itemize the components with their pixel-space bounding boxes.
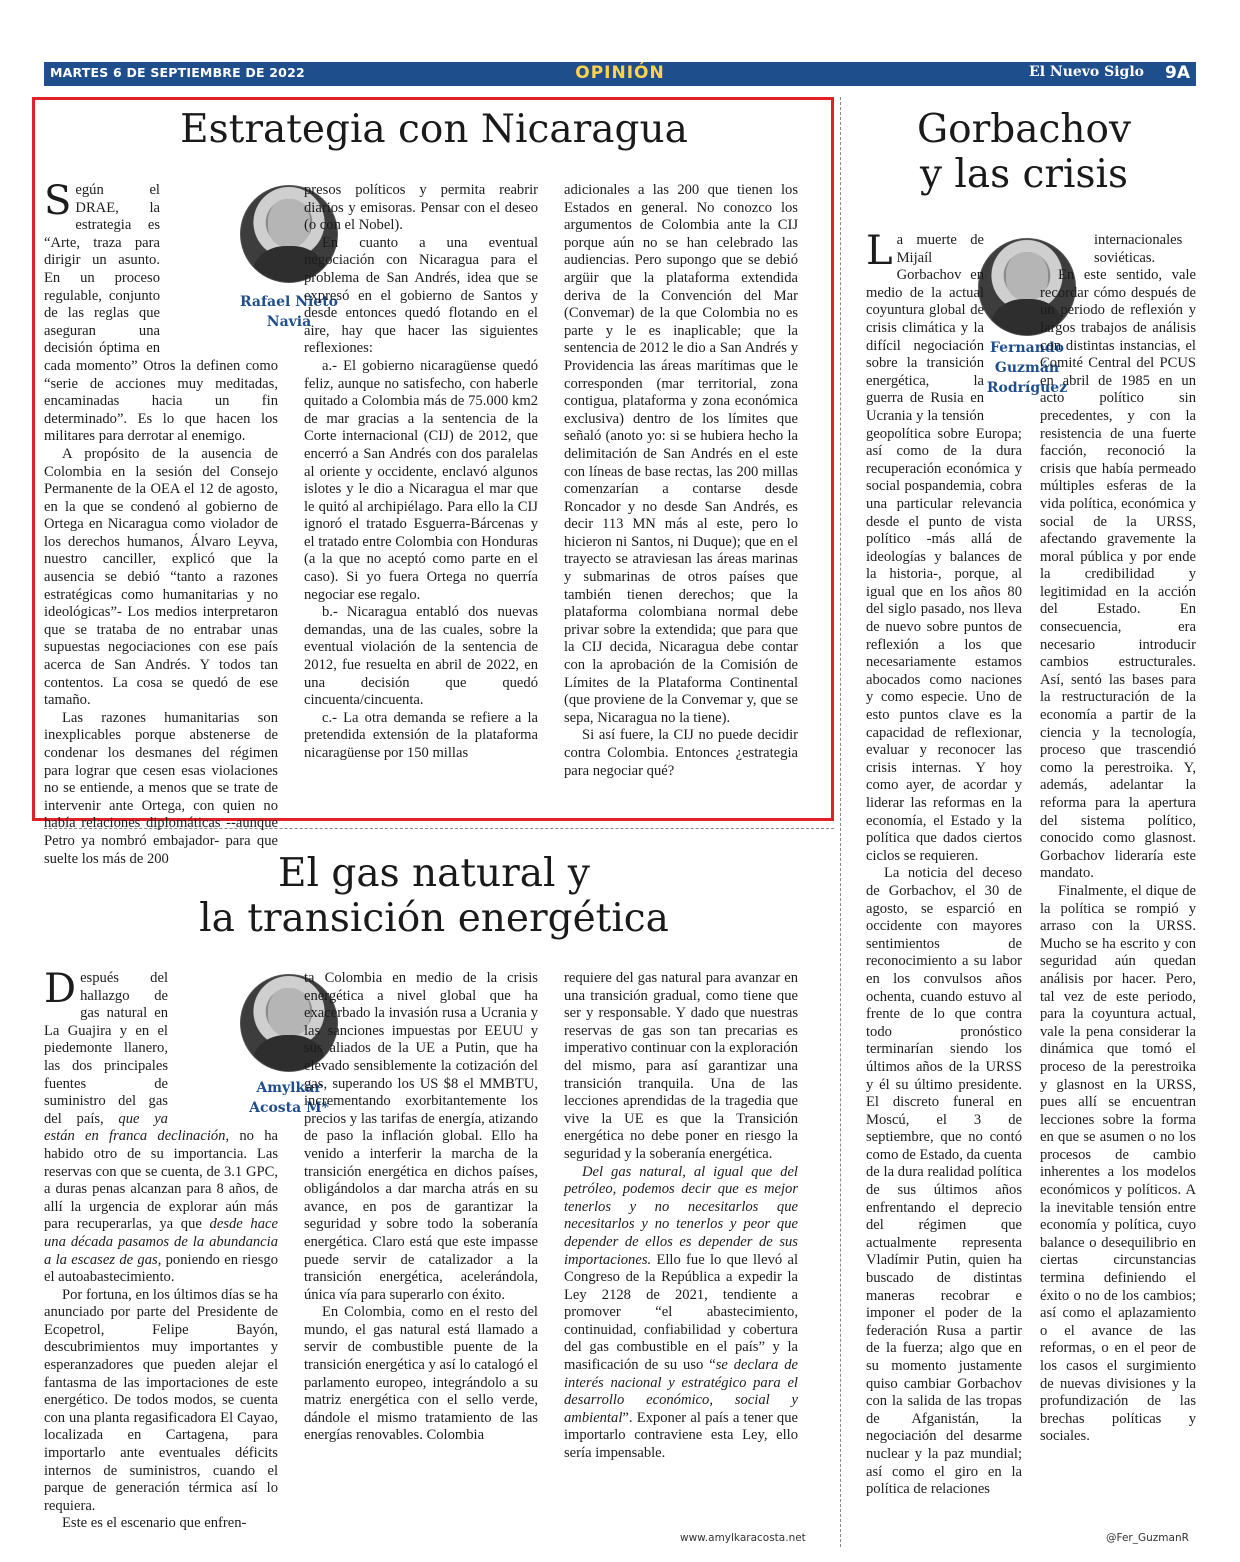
article1-col3-p2: Si así fuere, la CIJ no puede decidir contra Colombia. Entonces ¿estrategia para negociar qué? (564, 727, 798, 779)
article1-author-line1: Rafael Nieto (239, 294, 339, 310)
article2-col2-p3: Finalmente, el dique de la política se rompió y arraso con la URSS. Mucho se ha escrito y con seguridad aún quedan análisis por hacer. Pero, tal vez de este periodo, para la coyuntura actual, vale la pena considerar la dinámica que tomó el proceso de la perestroika y glasnost en la URSS, pues allí se encuentran lecciones sobre la forma en que se asumen o no los procesos de cambio inherentes a los modelos económicos y políticos. A la inevitable tensión entre economía y política, cuyo balance o desequilibrio en ciertas circunstancias termina definiendo el éxito o no de los cambios; así como el aplazamiento o el avance de las reformas, o en el peor de los casos el surgimiento de nuevas divisiones y la profundización de las brechas políticas y sociales. (1040, 882, 1196, 1445)
article3-author-line2: Acosta M* (249, 1100, 329, 1116)
article3-col1-p2: Por fortuna, en los últimos días se ha anunciado por parte del Presidente de Ecopetrol, Felipe Bayón, descubrimientos muy importantes y esperanzadores que pueden alejar el fantasma de las importaciones de este energético. De todos modos, se cuenta con una planta regasificadora El Cayao, localizada en Cartagena, para importarlo ante eventuales déficits internos de suministros, cuando el parque de generación térmica así lo requiera. (44, 1286, 278, 1514)
article3-col1-p1d: desde hace una década pasamos de la abundancia a la escasez de gas (44, 1216, 278, 1268)
article2-dropcap: L (866, 228, 893, 274)
article3-col1-p3: Este es el escenario que enfren- (62, 1515, 247, 1532)
article3-title-line1: El gas natural y (278, 851, 590, 896)
article2-col2-p2: En este sentido, vale recordar cómo después de un periodo de reflexión y largos trabajos de análisis con distintas instancias, el Comité Central del PCUS en abril de 1985 en un acto político sin precedentes, y con la resistencia de una fuerte facción, reconoció la crisis que había permeado múltiples esferas de la vida política, económica y social de la URSS, afectando gravemente la moral pública y por ende la credibilidad y legitimidad en la acción del Estado. En consecuencia, era necesario introducir cambios estructurales. Así, sentó las bases para la restructuración de la economía a partir de la ciencia y la tecnología, proceso que trascendió como la perestroika. Y, además, adelantar la reforma para la apertura del sistema político, conocido como glasnost. Gorbachov lideraría este mandato. (1040, 267, 1196, 882)
article2-author-line3: Rodríguez (986, 380, 1068, 396)
article1-col3-p1: adicionales a las 200 que tienen los Estados en general. No conozco los argumentos de Colombia ante la CIJ porque aún no se han celebrado las audiencias. Pero supongo que se debió argüir que la plataforma extendida deriva de la Convención del Mar (Convemar) de la que Colombia no es parte y le es inaplicable; que la sentencia de 2012 le dio a San Andrés y Providencia las áreas marítimas que le corresponden (mar territorial, zona contigua, plataforma y zona económica exclusiva) dentro de los límites que señaló (anoto yo: si se hubiera hecho la delimitación de San Andrés en el este con líneas de base rectas, las 200 millas comenzarían a contarse desde Roncador y no desde San Andrés, es decir 113 MN más al este, pero lo hicieron ni Santos, ni Duque); que en el trayecto se atraviesan las áreas marinas y submarinas de otros países que también tienen derechos; que la plataforma colombiana normal debe privar sobre la extendida; que para que la CIJ decida, Nicaragua debe contar con la aprobación de la Comisión de Límites de la Plataforma Continental (que proviene de la Convemar y, que se sepa, Nicaragua no la tiene). (564, 182, 798, 726)
article1-col2-p5: c.- La otra demanda se refiere a la pretendida extensión de la plataforma nicaragüense por 150 millas (304, 709, 538, 761)
article3-col2-p2: En Colombia, como en el resto del mundo, el gas natural está llamado a servir de combustible puente de la transición energética y así lo catalogó el parlamento europeo, integrándolo a su matriz energética con el sello verde, dándole el mismo tratamiento de las energías renovables. Colombia (304, 1304, 538, 1444)
header-brand: El Nuevo Siglo (1029, 64, 1144, 80)
article3-dropcap: D (44, 966, 77, 1012)
article3-col2-float (248, 970, 296, 1140)
article2-handle: @Fer_GuzmanR (1106, 1532, 1189, 1544)
article3-col1-p1b: que ya están en franca declinación (44, 1110, 226, 1145)
article3-col3-p1: requiere del gas natural para avanzar en una transición gradual, como tiene que ser y responsable. Y dado que nuestras reservas de gas son tan precarias es imperativo continuar con la exploración del mismo, para así garantizar una transición tranquila. Una de las lecciones aprendidas de la tragedia que vive la UE es que la Transición energética no debe poner en riesgo la seguridad y la soberanía energética. (564, 970, 798, 1162)
article3-col3-p2b: Ello fue lo que llevó al Congreso de la República a expedir la Ley 2128 de 2021, tendiente a promover “el abastecimiento, continuidad, confiabilidad y cobertura del gas combustible en el país” y la masificación de su uso “ (564, 1251, 798, 1374)
header-section: OPINIÓN (575, 63, 665, 83)
article3-col3-p2d: ”. Exponer al país a tener que importarlo contraviene esta Ley, ello sería impensable. (564, 1409, 798, 1462)
article1-dropcap: S (44, 178, 72, 224)
header-date: MARTES 6 DE SEPTIEMBRE DE 2022 (50, 65, 305, 80)
article1-col1-p1: egún el DRAE, la estrategia es “Arte, traza para dirigir un asunto. En un proceso regulable, conjunto de las reglas que aseguran una decisión óptima en cada momento” Otros la definen como “serie de acciones muy meditadas, encaminadas hacia un fin determinado”. Es lo que hacen los militares para derrotar al enemigo. (44, 182, 278, 445)
article3-column-2 (304, 970, 538, 1445)
article3-author-line1: Amylkar (256, 1080, 322, 1096)
article3-column-1 (44, 966, 278, 1533)
article1-col2-p1: presos políticos y permita reabrir diarios y emisoras. Pensar con el deseo (o con el Nobel). (304, 182, 538, 234)
article3-title-line2: la transición energética (199, 895, 669, 941)
article1-column-3 (564, 182, 798, 780)
article3-col1-p1a: espués del hallazgo de gas natural en La Guajira y en el piedemonte llanero, las dos principales fuentes de suministro del gas del país, (44, 970, 168, 1127)
article3-website[interactable]: www.amylkaracosta.net (680, 1532, 806, 1544)
article3-title (44, 852, 824, 942)
article2-col1-float (984, 232, 1046, 418)
article3-col3-p2a: Del gas natural, al igual que del petróleo, podemos decir que es mejor tenerlos y no necesitarlos que necesitarlos y no tenerlos y peor que depender de ellos es depender de sus importaciones. (564, 1163, 798, 1268)
article1-col2-p4: b.- Nicaragua entabló dos nuevas demandas, una de las cuales, sobre la eventual violación de la sentencia de 2012, fue resuelta en abril de 2022, en una decisión que quedó cincuenta/cincuenta. (304, 604, 538, 709)
article1-author-line2: Navia (266, 314, 312, 330)
article3-col1-p1e: , poniendo en riesgo el autoabastecimiento. (44, 1251, 278, 1286)
article2-col2-p1: internacionales soviéticas. (1094, 232, 1183, 266)
article2-title-line2: y las crisis (919, 151, 1129, 197)
article2-col1-p2: La noticia del deceso de Gorbachov, el 30 de agosto, se esparció en occidente con mayores sentimientos de reconocimiento a su labor en los convulsos años ochenta, cuando estuvo al frente de lo que contra todo pronóstico terminarían siendo los últimos años de la URSS y él su último presidente. El discreto funeral en Moscú, el 3 de septiembre, que no contó como de Estado, da cuenta de la dura realidad política de sus últimos años enfrentando el deprecio del régimen que actualmente representa Vladímir Putin, quien ha buscado de distintas maneras recobrar e imponer el poder de la federación Rusa a partir de la fuerza; algo que en su momento justamente quiso cambiar Gorbachov con la salida de las tropas de Afganistán, la negociación del desarme nuclear y la paz mundial; así como el giro en la política de relaciones (866, 865, 1023, 1498)
article2-column-2 (1040, 232, 1196, 1446)
article3-col2-p1: ta Colombia en medio de la crisis energética a nivel global que ha exacerbado la invasión rusa a Ucrania y las sanciones impuestas por EEUU y sus aliados de la UE a Putin, que ha elevado sensiblemente la cotización del gas, superando los US $8 el MMBTU, incrementando exorbitantemente los precios y las tarifas de energía, atizando de paso la inflación global. Ello ha venido a interferir la marcha de la transición energética en dichos países, obligándolos a dar marcha atrás en su avance, en pos de garantizar la seguridad y sobre todo la soberanía energética. Claro está que este impasse puede servir de catalizador a la transición energética, acelerándola, única vía para superarlo con éxito. (304, 970, 538, 1303)
column-divider (840, 97, 841, 1547)
article1-title: Estrategia con Nicaragua (180, 107, 688, 152)
article1-col2-float (234, 182, 290, 352)
article1-col1-p3: Las razones humanitarias son inexplicables porque abstenerse de condenar los desmanes del régimen para lograr que cesen esas violaciones no se entiende, a menos que se trate de intervenir ante Ortega, con quien no había relaciones diplomáticas --aunque Petro ya nombró embajador- para que suelte los más de 200 (44, 709, 278, 867)
article2-author-line1: Fernando (989, 340, 1064, 356)
article2-author-line2: Guzmán (994, 360, 1060, 376)
article3-col3-p2c: se declara de interés nacional y estratégico para el desarrollo económico, social y ambiental (564, 1357, 799, 1426)
article3-column-3 (564, 970, 798, 1463)
article2-column-1 (866, 228, 1023, 1499)
article2-col1-p1: a muerte de Mijaíl Gorbachov en medio de la actual coyuntura global de crisis climática y la difícil negociación sobre la transición energética, la guerra de Rusia en Ucrania y la tensión geopolítica sobre Europa; así como de la dura recuperación económica y social pospandemia, cobra una particular relevancia desde el punto de vista político -más allá de ideologías y balances de la historia-, porque, al igual que en los años 80 del siglo pasado, nos lleva de nuevo sobre puntos de reflexión a los que necesariamente estamos abocados como naciones y como especie. Uno de esto puntos clave es la capacidad de reflexionar, evaluar y reconocer las crisis internas. Y hoy como ayer, de acordar y liderar las reformas en la economía, el Estado y la política que dados ciertos ciclos se requieren. (866, 232, 1022, 864)
header-bar (44, 62, 1196, 86)
article2-title (852, 108, 1196, 198)
article1-col1-p2: A propósito de la ausencia de Colombia en la sesión del Consejo Permanente de la OEA el 12 de agosto, en la que se condenó al gobierno de Ortega en Nicaragua como violador de los derechos humanos, Álvaro Leyva, nuestro canciller, explicó que la ausencia se debió “tanto a razones estratégicas como humanitarias y no ideológicas”- Los medios interpretaron que se trataba de no entrabar unas supuestas negociaciones con ese país acerca de San Andrés. Y todos tan contentos. La cosa se quedó de ese tamaño. (44, 445, 278, 709)
header-page-number: 9A (1165, 63, 1190, 83)
article3-col1-p1c: , no ha habido otro de su importancia. Las reservas con que se cuenta, de 3.1 GPC, a duras penas alcanzan para 8 años, de allí la urgencia de explorar aún más para recuperarlas, ya que (44, 1128, 278, 1233)
article1-col2-p2: En cuanto a una eventual negociación con Nicaragua para el problema de San Andrés, idea que se expresó en el gobierno de Santos y desde entonces quedó flotando en el aire, hay que hacer las siguientes reflexiones: (304, 234, 538, 357)
article2-title-line1: Gorbachov (917, 107, 1131, 152)
article1-column-2 (304, 182, 538, 763)
article1-col2-p3: a.- El gobierno nicaragüense quedó feliz, aunque no satisfecho, con haberle quitado a Colombia más de 75.000 km2 de mar gracias a la sentencia de la Corte internacional (CIJ) de 2012, que encerró a San Andrés con dos paralelas al oriente y occidente, enclavó algunos islotes y le dio a Nicaragua el mar que le quitó al archipiélago. Para ello la CIJ ignoró el tratado Esguerra-Bárcenas y el tratado entre Colombia con Honduras (a la que no aceptó como parte en el caso). Si yo fuera Ortega no querría negociar ese regalo. (304, 357, 538, 603)
